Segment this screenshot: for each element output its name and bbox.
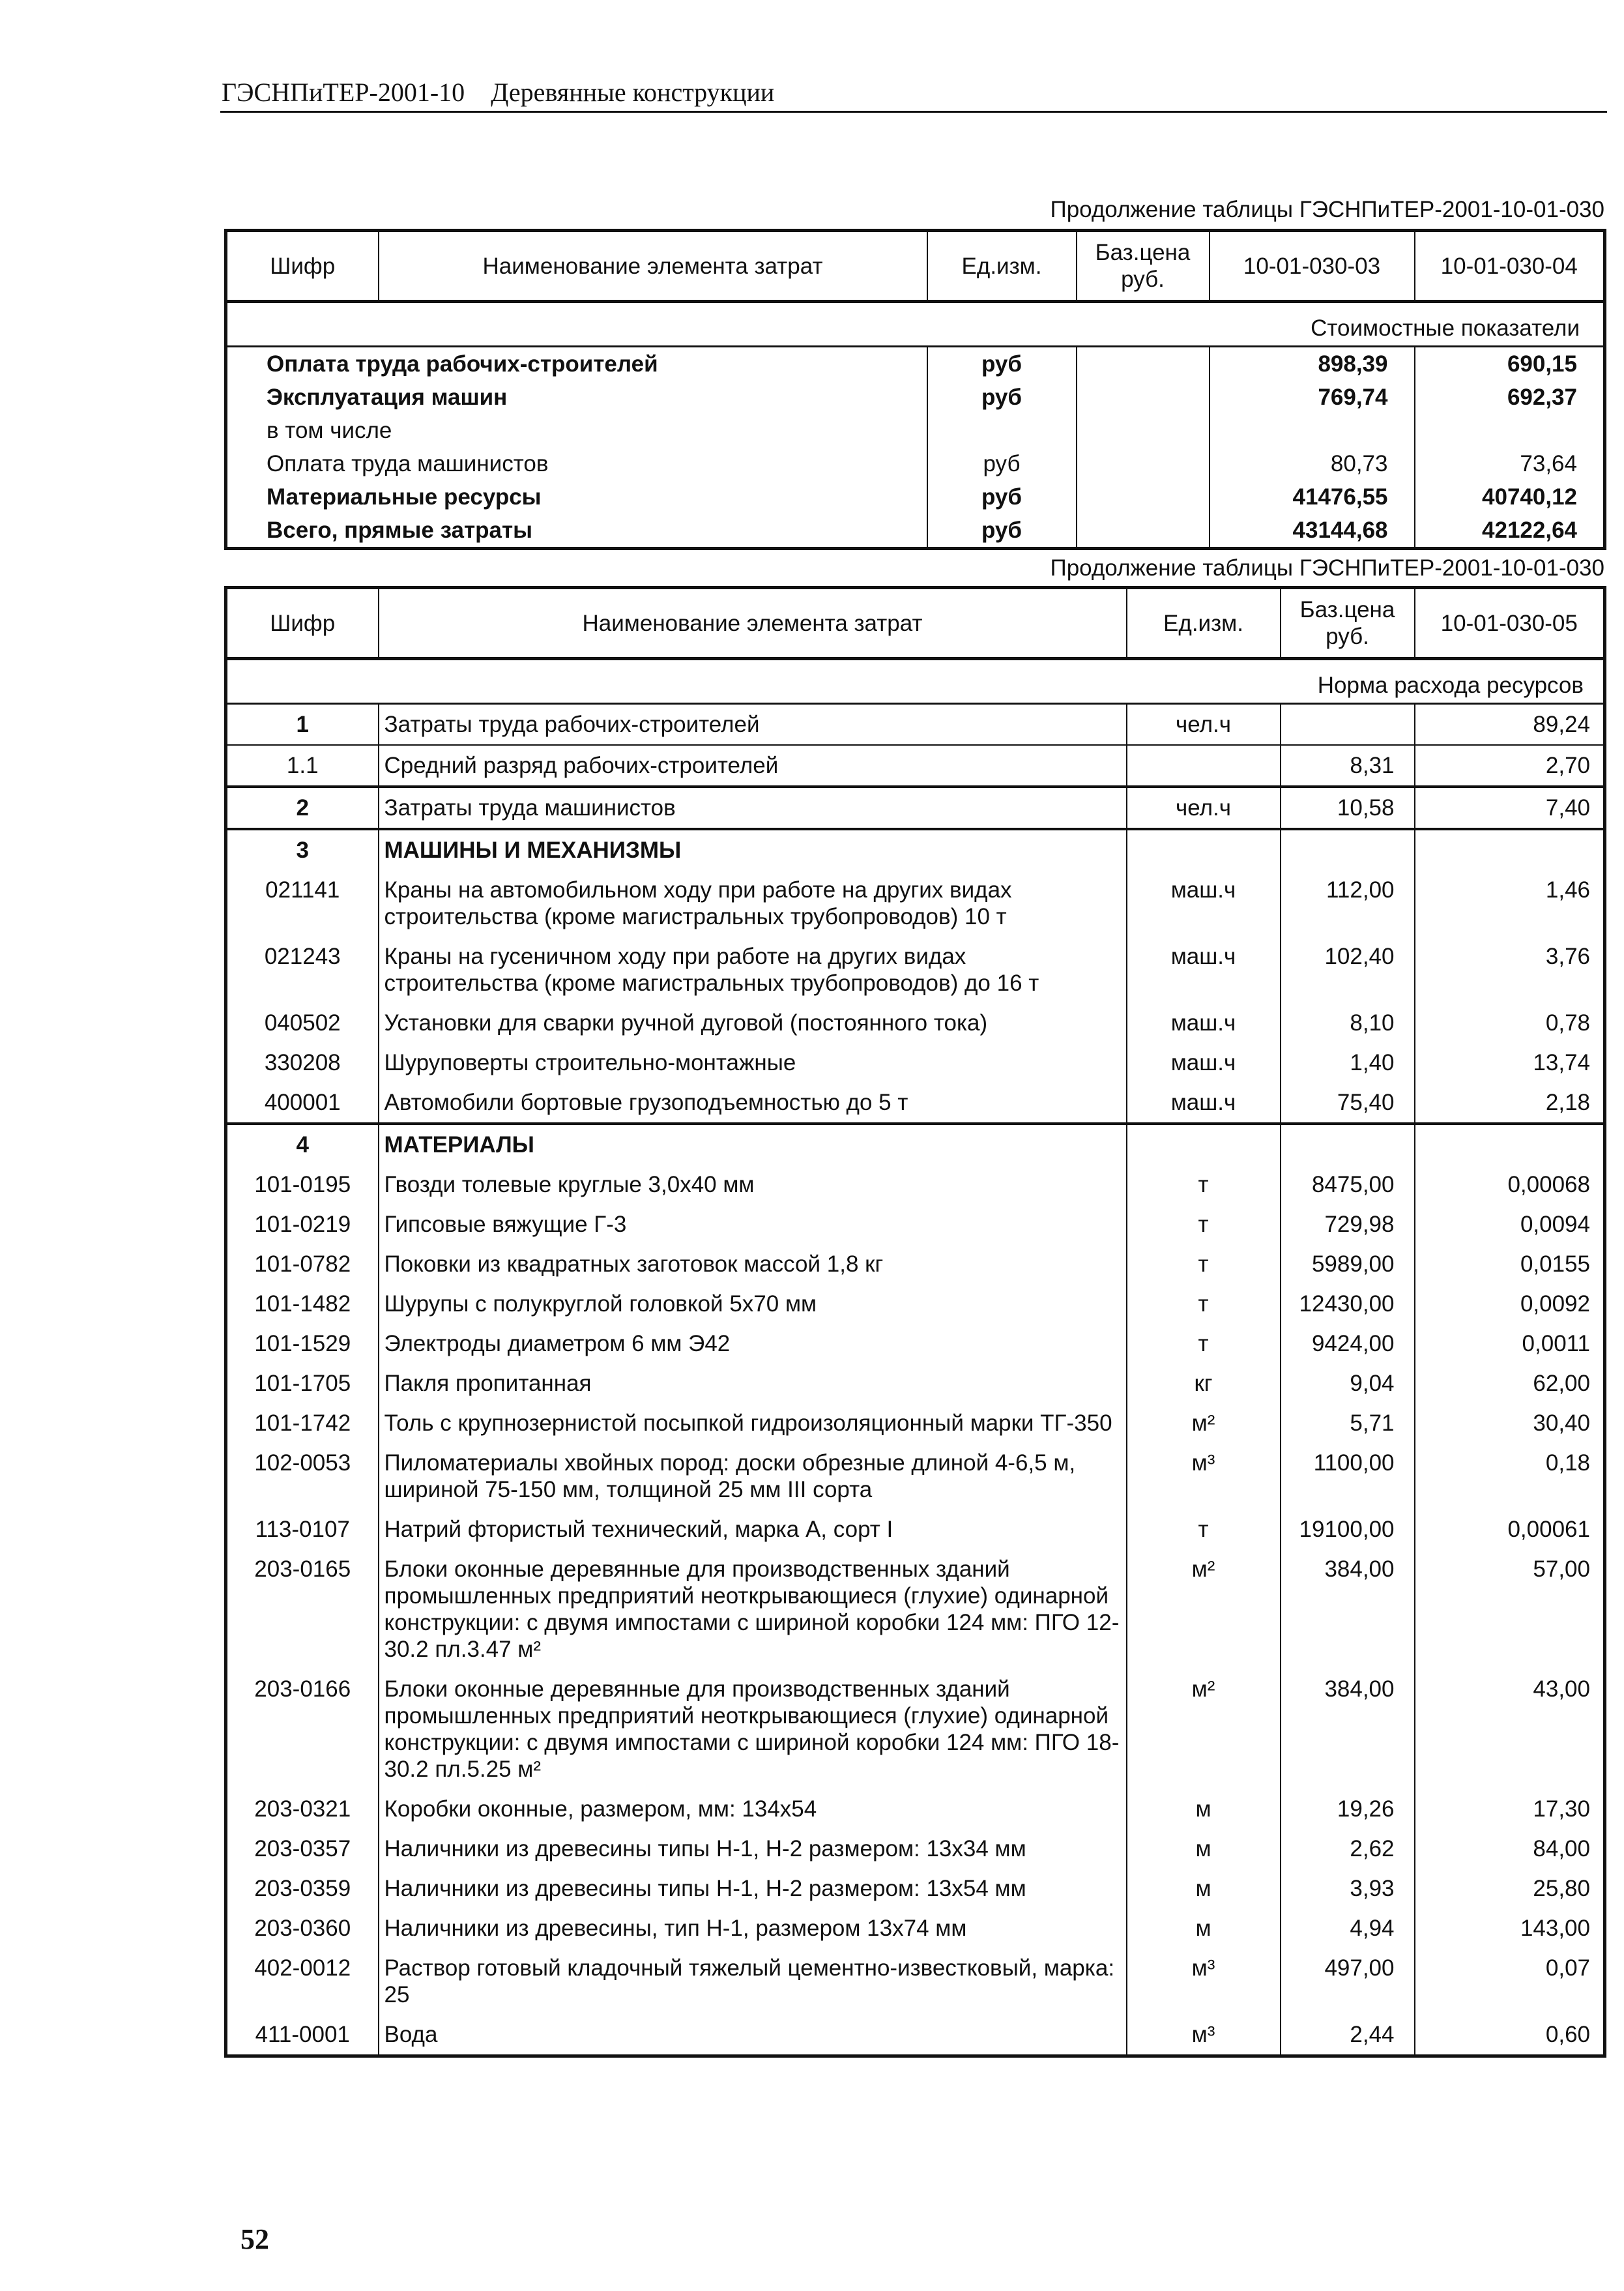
resource-code: 040502 [226,1003,379,1043]
resource-price: 5,71 [1281,1403,1415,1443]
header-col1: 10-01-030-03 [1210,231,1415,302]
resource-code: 203-0359 [226,1869,379,1908]
resource-name: Пакля пропитанная [379,1364,1127,1403]
resource-price: 8,10 [1281,1003,1415,1043]
resource-norm: 30,40 [1415,1403,1605,1443]
resource-price: 8475,00 [1281,1165,1415,1204]
resource-name: Электроды диаметром 6 мм Э42 [379,1324,1127,1364]
resource-price: 384,00 [1281,1669,1415,1789]
resource-code: 101-1529 [226,1324,379,1364]
resource-code: 1 [226,704,379,746]
resource-price [1281,704,1415,746]
header-name: Наименование элемента затрат [379,588,1127,659]
cost-value-03 [1210,414,1415,447]
header-name: Наименование элемента затрат [379,231,927,302]
cost-item-price [1077,347,1210,381]
resource-norm: 0,0155 [1415,1244,1605,1284]
resource-norm: 0,0092 [1415,1284,1605,1324]
cost-value-04 [1415,414,1605,447]
table-row [226,1908,1605,1948]
resource-norm: 7,40 [1415,787,1605,829]
resource-unit: м² [1127,1669,1281,1789]
resource-code: 3 [226,829,379,870]
table-row [226,937,1605,1003]
table-row [226,1829,1605,1869]
resource-unit: маш.ч [1127,1043,1281,1083]
resource-norm: 84,00 [1415,1829,1605,1869]
cost-value-04: 73,64 [1415,447,1605,480]
running-header-code: ГЭСНПиТЕР-2001-10 [222,78,465,107]
table-row [226,381,1605,414]
resource-code: 101-0219 [226,1204,379,1244]
resource-norm: 0,00068 [1415,1165,1605,1204]
resource-name: Затраты труда рабочих-строителей [379,704,1127,746]
resource-name: Вода [379,2015,1127,2056]
cost-item-name: Всего, прямые затраты [226,514,927,549]
resource-name: Шурупы с полукруглой головкой 5х70 мм [379,1284,1127,1324]
resource-price [1281,829,1415,870]
resource-code: 101-0195 [226,1165,379,1204]
resource-name: Пиломатериалы хвойных пород: доски обрезные длиной 4-6,5 м, шириной 75-150 мм, толщиной 25 мм III сорта [379,1443,1127,1510]
table1-caption: Продолжение таблицы ГЭСНПиТЕР-2001-10-01-030 [1050,197,1604,222]
page-number: 52 [240,2223,269,2255]
cost-item-price [1077,447,1210,480]
resource-name: Блоки оконные деревянные для производственных зданий промышленных предприятий неоткрывающиеся (глухие) одинарной конструкции: с двумя импостами с шириной коробки 124 мм: ПГО 18-30.2 пл.5.25 м² [379,1669,1127,1789]
resource-unit: маш.ч [1127,1003,1281,1043]
table-row [226,480,1605,514]
running-header [222,77,800,108]
header-price: Баз.цена руб. [1077,231,1210,302]
resource-unit: маш.ч [1127,1083,1281,1124]
resource-code: 411-0001 [226,2015,379,2056]
resource-name: Гвозди толевые круглые 3,0х40 мм [379,1165,1127,1204]
resource-norm: 0,60 [1415,2015,1605,2056]
resource-unit: чел.ч [1127,787,1281,829]
resource-name: Наличники из древесины типы Н-1, Н-2 размером: 13х54 мм [379,1869,1127,1908]
resource-name: Натрий фтористый технический, марка А, сорт I [379,1510,1127,1549]
table-row [226,1165,1605,1204]
resource-price: 1,40 [1281,1043,1415,1083]
resource-code: 203-0165 [226,1549,379,1669]
cost-value-03: 43144,68 [1210,514,1415,549]
header-code: Шифр [226,231,379,302]
resource-name: Автомобили бортовые грузоподъемностью до 5 т [379,1083,1127,1124]
table-row [226,1869,1605,1908]
table-row [226,1364,1605,1403]
resource-price [1281,1124,1415,1165]
resource-norm: 0,0011 [1415,1324,1605,1364]
table-row [226,2015,1605,2056]
table-row [226,1948,1605,2015]
resource-unit: м² [1127,1403,1281,1443]
resource-code: 402-0012 [226,1948,379,2015]
resource-unit: кг [1127,1364,1281,1403]
resource-unit [1127,829,1281,870]
resource-unit: м [1127,1869,1281,1908]
resource-price: 8,31 [1281,745,1415,787]
resource-code: 203-0321 [226,1789,379,1829]
resource-price: 2,62 [1281,1829,1415,1869]
header-col1: 10-01-030-05 [1415,588,1605,659]
cost-item-unit: руб [927,347,1077,381]
table2-header-row [226,588,1605,659]
resource-code: 101-1742 [226,1403,379,1443]
table1-header-row [226,231,1605,302]
header-rule [220,111,1607,113]
cost-item-name: Материальные ресурсы [226,480,927,514]
resource-code: 400001 [226,1083,379,1124]
resource-name: Гипсовые вяжущие Г-3 [379,1204,1127,1244]
cost-item-price [1077,414,1210,447]
header-unit: Ед.изм. [927,231,1077,302]
cost-item-unit: руб [927,447,1077,480]
resource-price: 1100,00 [1281,1443,1415,1510]
resource-code: 203-0360 [226,1908,379,1948]
resource-norm: 0,78 [1415,1003,1605,1043]
cost-value-04: 692,37 [1415,381,1605,414]
table-row [226,447,1605,480]
section-title: Стоимостные показатели [226,302,1605,347]
table-row [226,870,1605,937]
resource-code: 203-0357 [226,1829,379,1869]
table-row [226,1789,1605,1829]
resource-norm: 25,80 [1415,1869,1605,1908]
resource-price: 12430,00 [1281,1284,1415,1324]
resource-name: МАТЕРИАЛЫ [379,1124,1127,1165]
resource-price: 729,98 [1281,1204,1415,1244]
resource-unit: м³ [1127,2015,1281,2056]
table-row [226,1510,1605,1549]
cost-item-unit: руб [927,514,1077,549]
resource-price: 102,40 [1281,937,1415,1003]
resource-name: Поковки из квадратных заготовок массой 1,8 кг [379,1244,1127,1284]
cost-value-04: 42122,64 [1415,514,1605,549]
resource-code: 113-0107 [226,1510,379,1549]
resource-price: 10,58 [1281,787,1415,829]
cost-item-price [1077,480,1210,514]
resource-unit: м³ [1127,1948,1281,2015]
table-row [226,1003,1605,1043]
resource-price: 5989,00 [1281,1244,1415,1284]
resource-norm: 0,07 [1415,1948,1605,2015]
resource-code: 2 [226,787,379,829]
resource-norm: 13,74 [1415,1043,1605,1083]
cost-item-unit: руб [927,480,1077,514]
resource-norm: 2,18 [1415,1083,1605,1124]
resource-norm: 1,46 [1415,870,1605,937]
table-row [226,1669,1605,1789]
table-row [226,1124,1605,1165]
cost-item-price [1077,514,1210,549]
resource-unit: т [1127,1510,1281,1549]
resource-unit: м² [1127,1549,1281,1669]
cost-value-04: 40740,12 [1415,480,1605,514]
resource-price: 19100,00 [1281,1510,1415,1549]
resource-unit: т [1127,1284,1281,1324]
resource-unit [1127,1124,1281,1165]
resource-name: Коробки оконные, размером, мм: 134х54 [379,1789,1127,1829]
resource-unit: маш.ч [1127,937,1281,1003]
table-row [226,1324,1605,1364]
resource-name: Краны на гусеничном ходу при работе на других видах строительства (кроме магистральных трубопроводов) до 16 т [379,937,1127,1003]
header-unit: Ед.изм. [1127,588,1281,659]
resource-code: 1.1 [226,745,379,787]
resource-norm: 2,70 [1415,745,1605,787]
cost-item-price [1077,381,1210,414]
resource-name: Толь с крупнозернистой посыпкой гидроизоляционный марки ТГ-350 [379,1403,1127,1443]
cost-item-name: Оплата труда рабочих-строителей [226,347,927,381]
resource-norm: 0,0094 [1415,1204,1605,1244]
resource-unit: м³ [1127,1443,1281,1510]
resource-price: 112,00 [1281,870,1415,937]
table-row [226,1244,1605,1284]
table-row [226,1284,1605,1324]
table-row [226,1204,1605,1244]
table-row [226,1403,1605,1443]
resource-unit: т [1127,1204,1281,1244]
resource-norm: 0,00061 [1415,1510,1605,1549]
resource-code: 330208 [226,1043,379,1083]
resource-price: 4,94 [1281,1908,1415,1948]
resource-unit: т [1127,1324,1281,1364]
resource-norm: 3,76 [1415,937,1605,1003]
resource-name: Раствор готовый кладочный тяжелый цементно-известковый, марка: 25 [379,1948,1127,2015]
resource-unit: чел.ч [1127,704,1281,746]
table-row [226,1083,1605,1124]
resource-unit: м [1127,1908,1281,1948]
cost-item-unit: руб [927,381,1077,414]
cost-item-name: Оплата труда машинистов [226,447,927,480]
resource-code: 101-1482 [226,1284,379,1324]
header-price: Баз.цена руб. [1281,588,1415,659]
table-row [226,745,1605,787]
resource-norm: 62,00 [1415,1364,1605,1403]
resource-unit [1127,745,1281,787]
resource-name: МАШИНЫ И МЕХАНИЗМЫ [379,829,1127,870]
resource-price: 9,04 [1281,1364,1415,1403]
table-row [226,704,1605,746]
cost-value-04: 690,15 [1415,347,1605,381]
resource-norm: 143,00 [1415,1908,1605,1948]
cost-value-03: 769,74 [1210,381,1415,414]
table-row [226,414,1605,447]
resource-name: Краны на автомобильном ходу при работе на других видах строительства (кроме магистральных трубопроводов) 10 т [379,870,1127,937]
cost-value-03: 80,73 [1210,447,1415,480]
resource-price: 19,26 [1281,1789,1415,1829]
resource-name: Шуруповерты строительно-монтажные [379,1043,1127,1083]
resource-code: 021141 [226,870,379,937]
resource-code: 021243 [226,937,379,1003]
resource-name: Наличники из древесины, тип Н-1, размером 13х74 мм [379,1908,1127,1948]
header-code: Шифр [226,588,379,659]
resource-code: 101-1705 [226,1364,379,1403]
cost-indicators-table [224,229,1606,550]
running-header-title: Деревянные конструкции [491,78,775,107]
resource-code: 203-0166 [226,1669,379,1789]
cost-item-name: Эксплуатация машин [226,381,927,414]
resource-unit: маш.ч [1127,870,1281,937]
resource-name: Блоки оконные деревянные для производственных зданий промышленных предприятий неоткрывающиеся (глухие) одинарной конструкции: с двумя импостами с шириной коробки 124 мм: ПГО 12-30.2 пл.3.47 м² [379,1549,1127,1669]
resource-norm: 89,24 [1415,704,1605,746]
cost-item-unit [927,414,1077,447]
resource-unit: м [1127,1829,1281,1869]
resource-name: Наличники из древесины типы Н-1, Н-2 размером: 13х34 мм [379,1829,1127,1869]
resource-name: Установки для сварки ручной дуговой (постоянного тока) [379,1003,1127,1043]
cost-value-03: 898,39 [1210,347,1415,381]
resource-code: 101-0782 [226,1244,379,1284]
table-row [226,514,1605,549]
resource-price: 2,44 [1281,2015,1415,2056]
cost-item-name: в том числе [226,414,927,447]
resource-norm: 57,00 [1415,1549,1605,1669]
table-row [226,829,1605,870]
table-row [226,1549,1605,1669]
table2-caption: Продолжение таблицы ГЭСНПиТЕР-2001-10-01-030 [1050,555,1604,581]
resource-price: 497,00 [1281,1948,1415,2015]
resource-unit: м [1127,1789,1281,1829]
resource-unit: т [1127,1165,1281,1204]
resource-norm: 17,30 [1415,1789,1605,1829]
resource-code: 4 [226,1124,379,1165]
resource-unit: т [1127,1244,1281,1284]
resource-price: 75,40 [1281,1083,1415,1124]
table-row [226,1443,1605,1510]
resource-price: 384,00 [1281,1549,1415,1669]
resource-name: Затраты труда машинистов [379,787,1127,829]
table-row [226,1043,1605,1083]
section-title: Норма расхода ресурсов [226,659,1605,704]
table-row [226,787,1605,829]
resource-name: Средний разряд рабочих-строителей [379,745,1127,787]
resource-norm [1415,829,1605,870]
resource-price: 3,93 [1281,1869,1415,1908]
header-col2: 10-01-030-04 [1415,231,1605,302]
cost-value-03: 41476,55 [1210,480,1415,514]
resource-norms-table [224,586,1606,2058]
resource-norm [1415,1124,1605,1165]
resource-code: 102-0053 [226,1443,379,1510]
resource-norm: 43,00 [1415,1669,1605,1789]
resource-price: 9424,00 [1281,1324,1415,1364]
table-row [226,347,1605,381]
resource-norm: 0,18 [1415,1443,1605,1510]
